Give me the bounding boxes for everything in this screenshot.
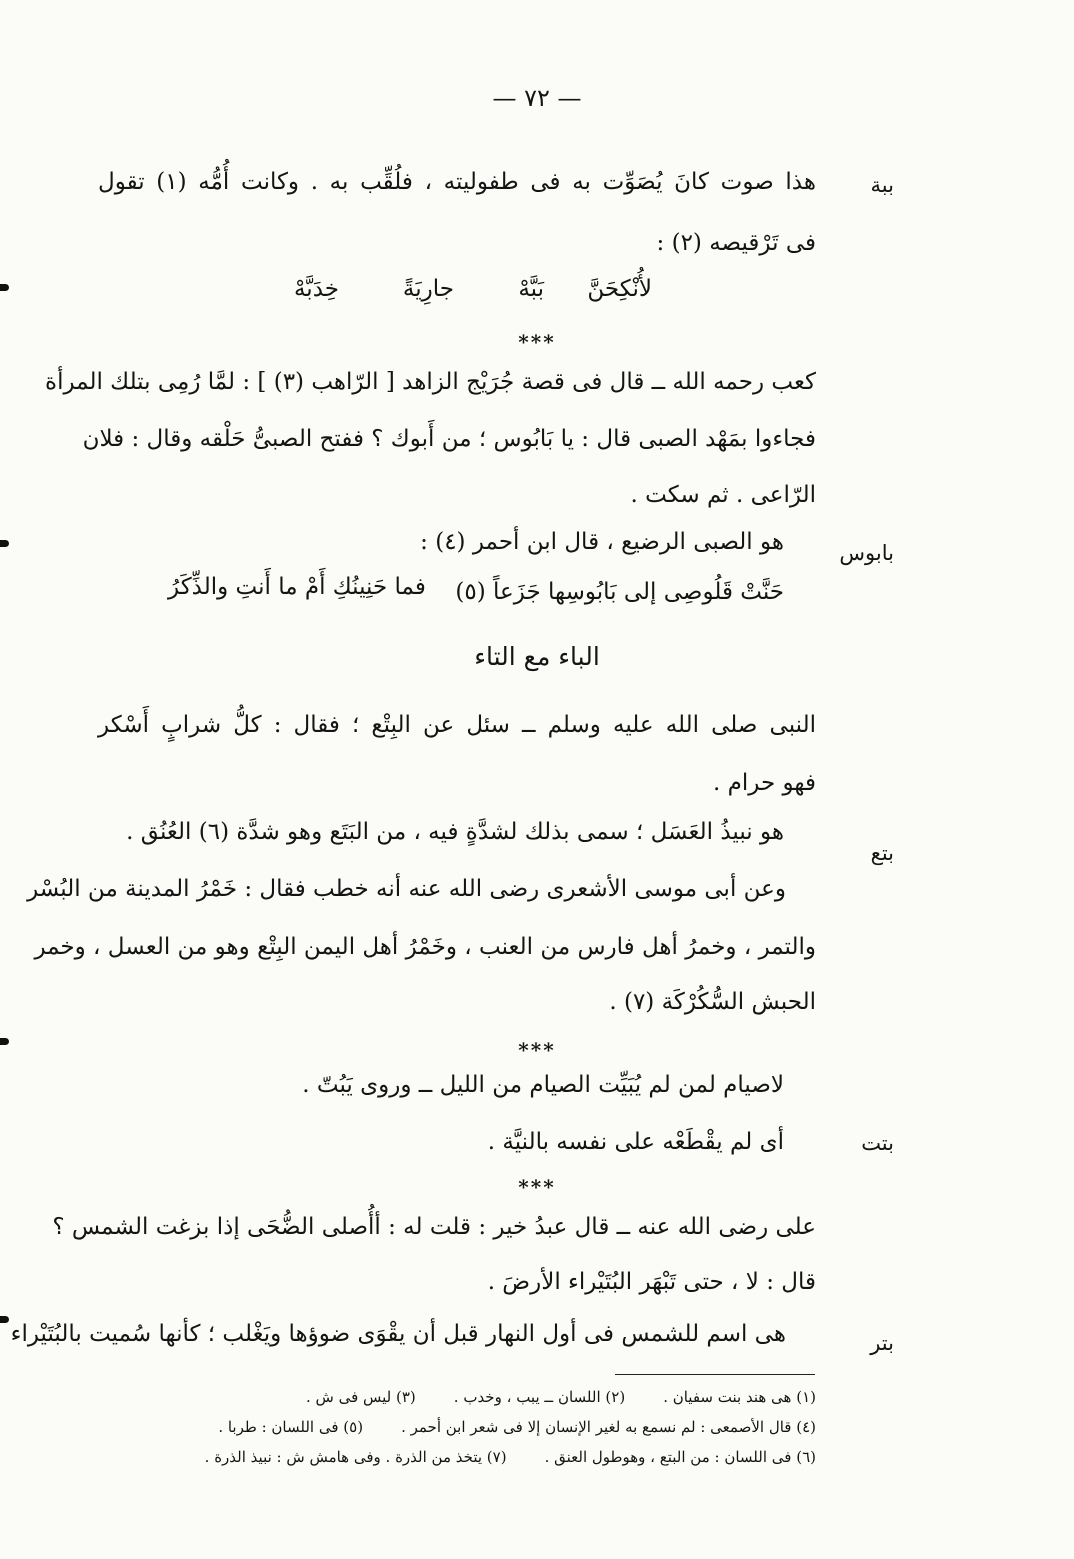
- footnote: (٣) ليس فى ش .: [305, 1388, 416, 1406]
- margin-mark: [0, 1316, 9, 1323]
- footnote: (٧) يتخذ من الذرة . وفى هامش ش : نبيذ الذرة .: [204, 1448, 507, 1466]
- footnote: (٤) قال الأصمعى : لم نسمع به لغير الإنسان إلا فى شعر ابن أحمر .: [401, 1418, 816, 1436]
- separator: ***: [518, 1175, 556, 1199]
- text-line: هو نبيذُ العَسَل ؛ سمى بذلك لشدَّةٍ فيه ، من البَتَع وهو شدَّة (٦) العُنُق .: [126, 819, 784, 845]
- margin-mark: [0, 540, 9, 547]
- entry-tag-batr: بتر: [870, 1331, 894, 1355]
- entry-tag-babus: بابوس: [839, 541, 894, 565]
- verse-word: جارِيَةً: [402, 276, 454, 302]
- separator: ***: [518, 330, 556, 354]
- text-line: كعب رحمه الله ــ قال فى قصة جُرَيْج الزاهد [ الرّاهب (٣) ] : لمَّا رُمِى بتلك المرأة: [45, 369, 816, 395]
- text-line: لاصيام لمن لم يُبَيِّت الصيام من الليل ــ وروى يَبُتّ .: [302, 1072, 784, 1098]
- text-line: وعن أبى موسى الأشعرى رضى الله عنه أنه خطب فقال : خَمْرُ المدينة من البُسْر: [27, 876, 786, 902]
- footnote-line: [268, 1385, 816, 1409]
- text-line: الرّاعى . ثم سكت .: [630, 482, 816, 508]
- text-line: هذا صوت كانَ يُصَوِّت به فى طفوليته ، فلُقِّب به . وكانت أُمُّه (١) تقول: [98, 169, 816, 195]
- footnote: (١) هى هند بنت سفيان .: [663, 1388, 816, 1406]
- verse-word: خِدَبَّهْ: [293, 276, 339, 302]
- section-heading: الباء مع التاء: [474, 642, 600, 671]
- text-line: هى اسم للشمس فى أول النهار قبل أن يقْوَى ضوؤها ويَغْلب ؛ كأنها سُميت بالبُتَيْراء: [10, 1321, 786, 1347]
- footnote-line: [180, 1415, 816, 1439]
- footnote: (٢) اللسان ــ يبب ، وخدب .: [453, 1388, 626, 1406]
- text-line: هو الصبى الرضيع ، قال ابن أحمر (٤) :: [420, 529, 784, 555]
- verse-word: بَبَّهْ: [518, 276, 544, 302]
- text-line: أى لم يقْطَعْه على نفسه بالنيَّة .: [487, 1129, 784, 1155]
- margin-mark: [0, 284, 9, 291]
- separator: ***: [518, 1038, 556, 1062]
- entry-tag-batt: بتت: [861, 1131, 894, 1155]
- text-line: على رضى الله عنه ــ قال عبدُ خير : قلت له : أأُصلى الضُّحَى إذا بزغت الشمس ؟: [52, 1214, 816, 1240]
- footnote-line: [167, 1445, 816, 1469]
- verse-word: لأُنْكِحَنَّ: [587, 276, 652, 302]
- text-line: فى تَرْقيصه (٢) :: [656, 230, 816, 256]
- text-line: النبى صلى الله عليه وسلم ــ سئل عن البِتْع ؛ فقال : كلُّ شرابٍ أَسْكر: [98, 712, 816, 738]
- text-line: الحبش السُّكُرْكَة (٧) .: [609, 989, 816, 1015]
- text-line: فجاءوا بمَهْد الصبى قال : يا بَابُوس ؛ من أَبوك ؟ ففتح الصبىُّ حَلْقه وقال : فلان: [82, 426, 816, 452]
- entry-tag-babba: ببة: [870, 173, 894, 197]
- page-number: — ٧٢ —: [492, 84, 582, 112]
- text-line: والتمر ، وخمرُ أهل فارس من العنب ، وخَمْرُ أهل اليمن البِتْع وهو من العسل ، وخمر: [34, 934, 816, 960]
- entry-tag-bit: بتع: [870, 841, 894, 865]
- footnote: (٦) فى اللسان : من البتع ، وهوطول العنق .: [544, 1448, 816, 1466]
- text-line: فهو حرام .: [713, 770, 816, 796]
- verse-hemistich-right: حَنَّتْ قَلُوصِى إلى بَابُوسِها جَزَعاً (٥): [455, 579, 784, 605]
- text-line: قال : لا ، حتى تَبْهَر البُتَيْراء الأرضَ .: [487, 1269, 816, 1295]
- verse-hemistich-left: فما حَنِينُكِ أَمْ ما أَنتِ والذِّكَرُ: [168, 574, 426, 600]
- footnote: (٥) فى اللسان : طربا .: [218, 1418, 364, 1436]
- footnote-rule: [615, 1374, 815, 1375]
